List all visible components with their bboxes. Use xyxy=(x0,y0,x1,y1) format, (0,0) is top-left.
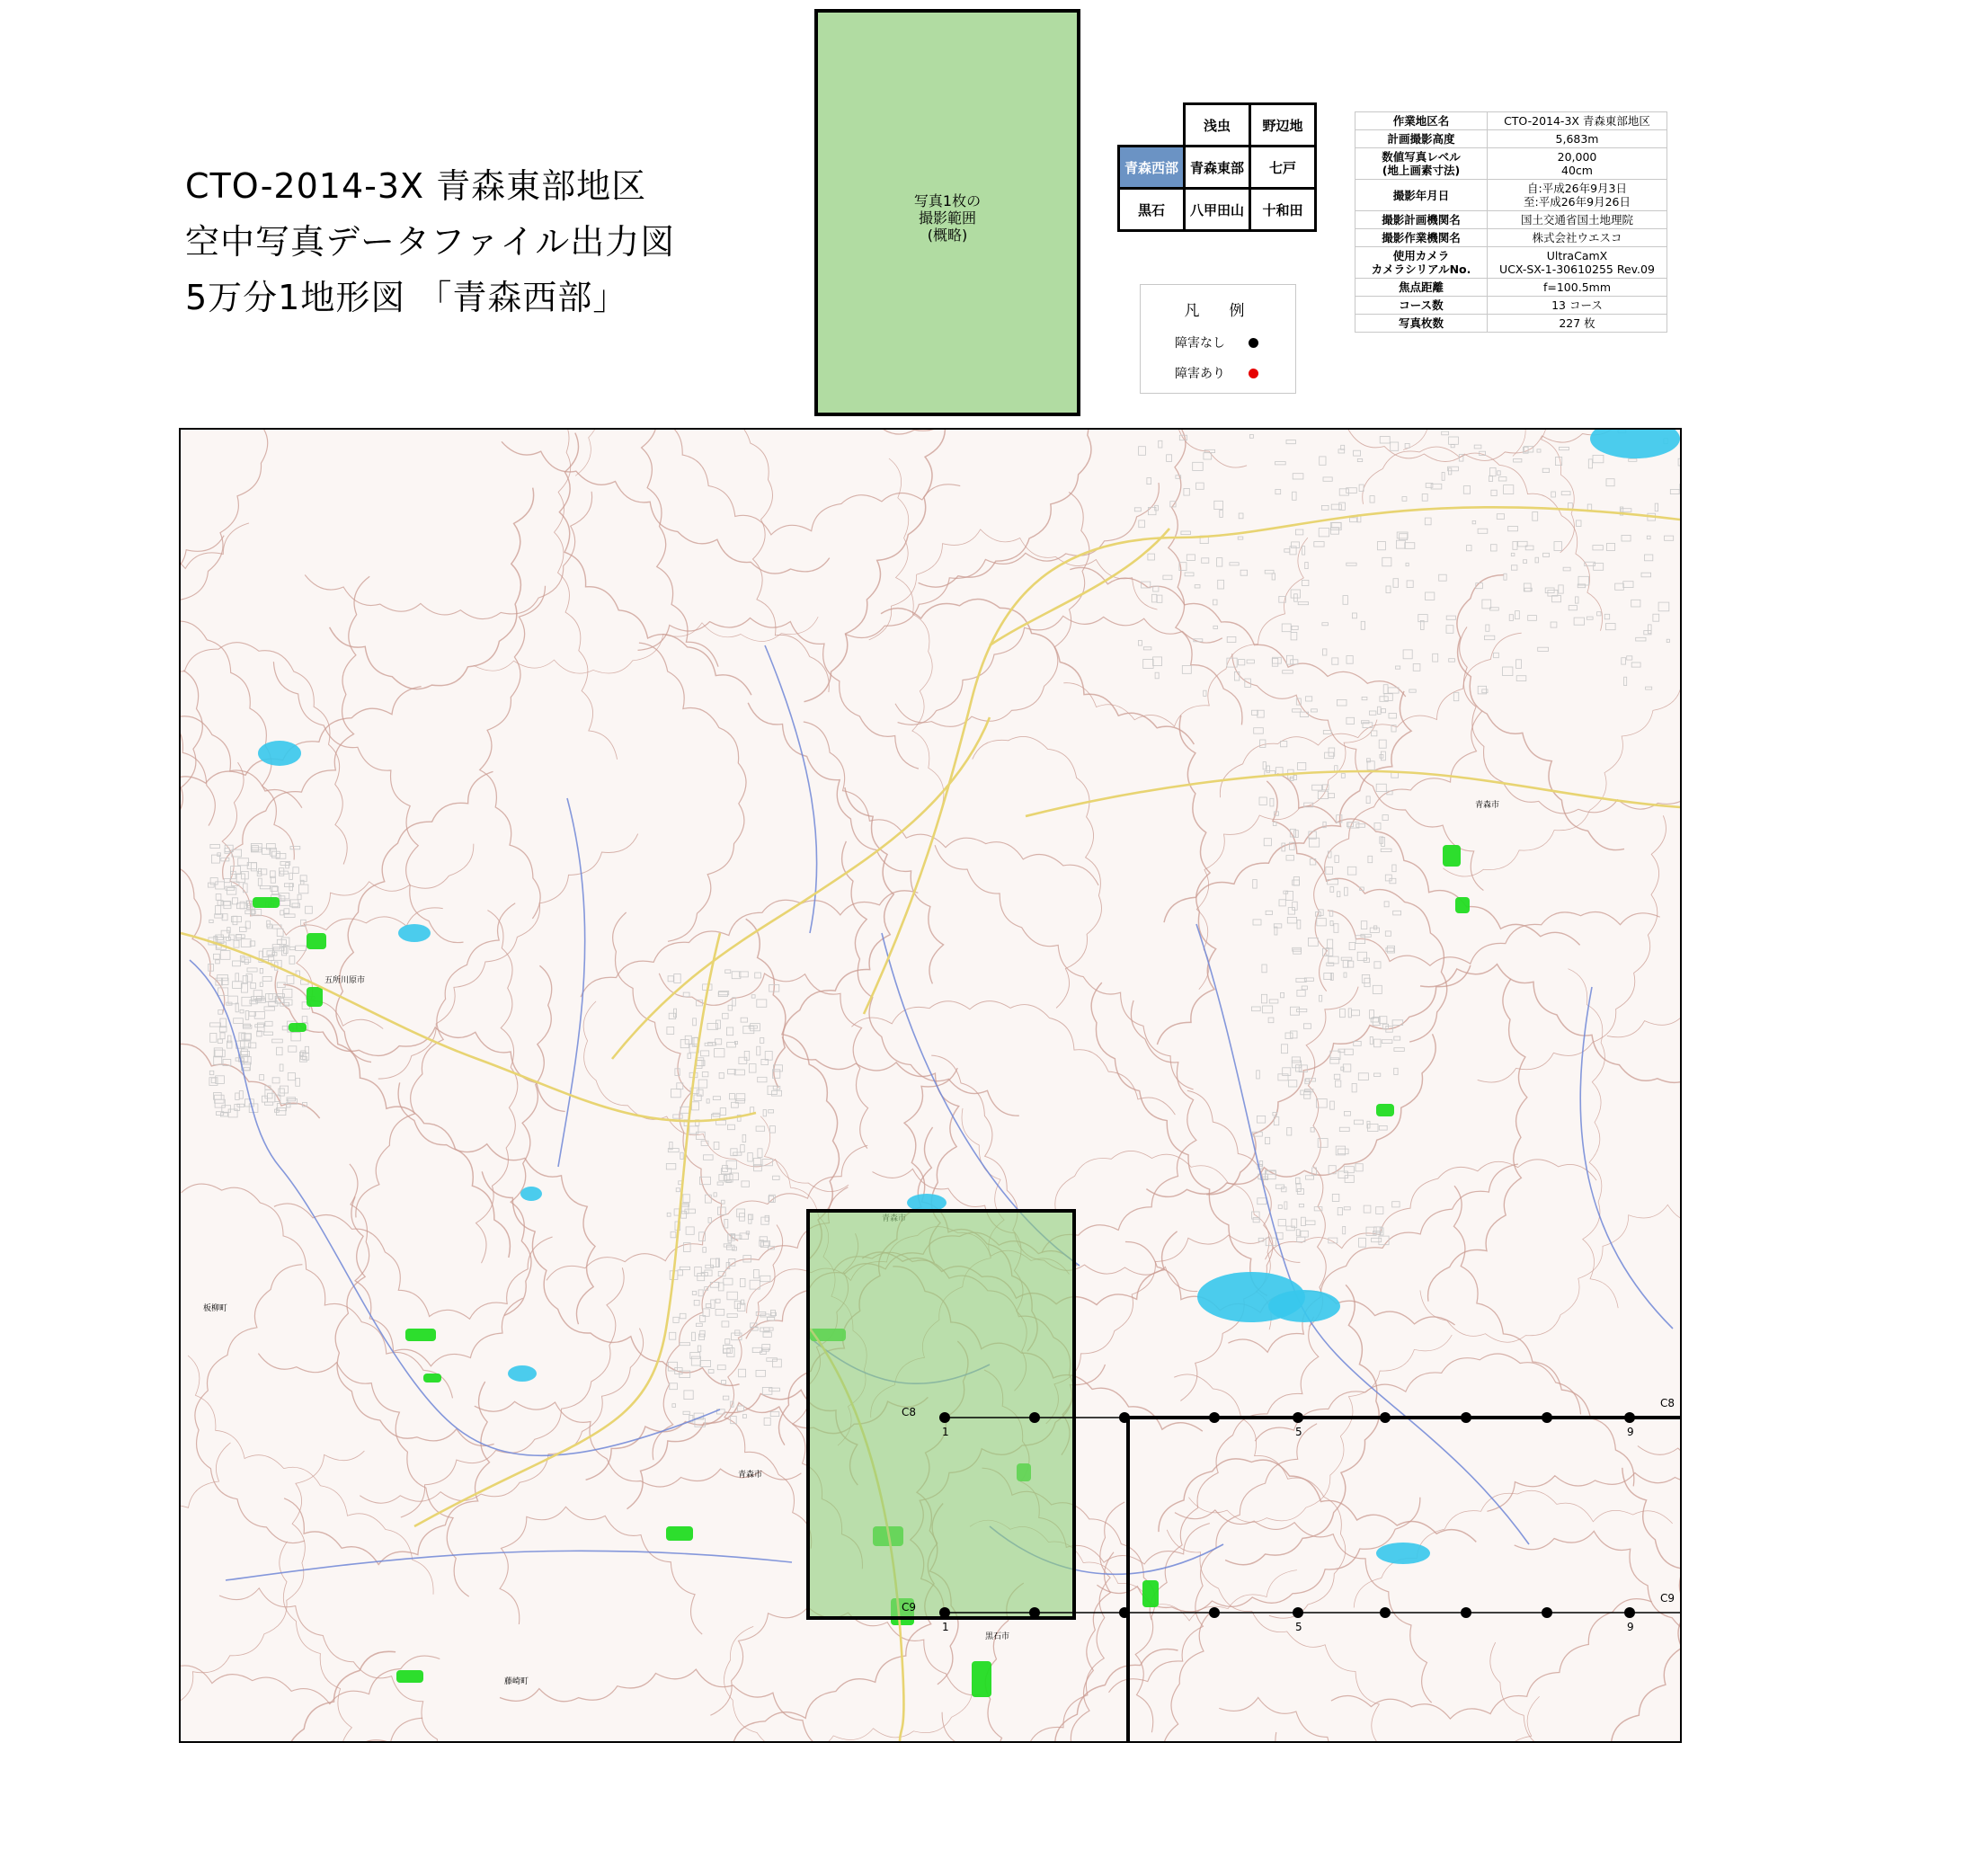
spec-row xyxy=(1355,130,1667,148)
vegetation-patch xyxy=(307,987,323,1007)
photo-center-point xyxy=(1380,1412,1391,1423)
spec-key: 焦点距離 xyxy=(1355,279,1488,297)
spec-row xyxy=(1355,279,1667,297)
title-block xyxy=(185,158,675,325)
spec-key: 計画撮影高度 xyxy=(1355,130,1488,148)
index-cell-aomori-east: 青森東部 xyxy=(1185,147,1250,189)
course-end-label: C9 xyxy=(1660,1592,1675,1605)
index-cell-current-sheet: 青森西部 xyxy=(1119,147,1185,189)
vegetation-patch xyxy=(396,1670,423,1683)
vegetation-patch xyxy=(1376,1104,1394,1116)
photo-number-label: 5 xyxy=(1295,1621,1302,1633)
place-label: 青森市 xyxy=(1475,801,1500,810)
index-cell-noheji: 野辺地 xyxy=(1250,104,1316,147)
photo-center-point xyxy=(1542,1412,1552,1423)
vegetation-patch xyxy=(289,1023,307,1032)
spec-key: 撮影作業機関名 xyxy=(1355,229,1488,247)
sheet-index-map xyxy=(1117,102,1317,232)
photo-number-label: 9 xyxy=(1627,1426,1634,1438)
place-label: 青森市 xyxy=(738,1471,763,1480)
footprint-label: 写真1枚の 撮影範囲 (概略) xyxy=(913,192,982,244)
photo-center-point xyxy=(1029,1607,1040,1618)
spec-row xyxy=(1355,211,1667,229)
course-start-label: C8 xyxy=(902,1406,917,1418)
title-sheet: 5万分1地形図 「青森西部」 xyxy=(185,278,628,317)
photo-center-point xyxy=(1119,1412,1130,1423)
photo-center-point xyxy=(1461,1607,1471,1618)
spec-key: 撮影計画機関名 xyxy=(1355,211,1488,229)
spec-row xyxy=(1355,112,1667,130)
photo-center-point xyxy=(1209,1607,1220,1618)
spec-key: 写真枚数 xyxy=(1355,315,1488,333)
photo-center-point xyxy=(1380,1607,1391,1618)
photo-center-point xyxy=(1119,1607,1130,1618)
index-cell-kuroishi: 黒石 xyxy=(1119,189,1185,231)
spec-value: f=100.5mm xyxy=(1488,279,1667,297)
spec-row xyxy=(1355,180,1667,211)
index-cell-asamushi: 浅虫 xyxy=(1185,104,1250,147)
vegetation-patch xyxy=(1443,845,1461,867)
course-start-label: C9 xyxy=(902,1601,917,1614)
photo-center-point xyxy=(939,1412,950,1423)
index-cell-towada: 十和田 xyxy=(1250,189,1316,231)
map-canvas[interactable] xyxy=(181,430,1680,1741)
vegetation-patch xyxy=(253,897,280,908)
vegetation-patch xyxy=(1142,1580,1159,1607)
spec-key: 撮影年月日 xyxy=(1355,180,1488,211)
photo-center-point xyxy=(1029,1412,1040,1423)
photo-center-point xyxy=(1542,1607,1552,1618)
spec-key: 数値写真レベル (地上画素寸法) xyxy=(1355,148,1488,180)
spec-value: 株式会社ウエスコ xyxy=(1488,229,1667,247)
photo-footprint-sample xyxy=(814,9,1080,416)
legend-label: 障害あり xyxy=(1175,367,1225,381)
photo-center-point xyxy=(939,1607,950,1618)
title-project: CTO-2014-3X 青森東部地区 xyxy=(185,166,647,206)
index-cell-empty xyxy=(1119,104,1185,147)
course-end-label: C8 xyxy=(1660,1397,1675,1409)
place-label: 五所川原市 xyxy=(324,976,366,985)
place-label: 藤崎町 xyxy=(504,1677,529,1686)
topographic-map[interactable] xyxy=(179,428,1682,1743)
photo-number-label: 9 xyxy=(1627,1621,1634,1633)
lake xyxy=(1268,1290,1340,1322)
legend-title: 凡 例 xyxy=(1184,302,1252,320)
lake xyxy=(508,1365,537,1382)
spec-table xyxy=(1355,111,1667,333)
legend-item-no-obstruction xyxy=(1175,333,1225,351)
spec-row xyxy=(1355,315,1667,333)
black-dot-icon xyxy=(1249,338,1258,348)
spec-value: UltraCamX UCX-SX-1-30610255 Rev.09 xyxy=(1488,247,1667,279)
legend xyxy=(1140,284,1296,394)
spec-row xyxy=(1355,247,1667,279)
place-label: 板柳町 xyxy=(203,1304,228,1313)
vegetation-patch xyxy=(666,1526,693,1541)
spec-value: 自:平成26年9月3日 至:平成26年9月26日 xyxy=(1488,180,1667,211)
red-dot-icon xyxy=(1249,369,1258,378)
lake xyxy=(258,741,301,766)
index-cell-shichinohe: 七戸 xyxy=(1250,147,1316,189)
photo-center-point xyxy=(1624,1412,1635,1423)
lake xyxy=(520,1187,542,1201)
photo-center-point xyxy=(1209,1412,1220,1423)
spec-value: 5,683m xyxy=(1488,130,1667,148)
index-cell-hakkoda: 八甲田山 xyxy=(1185,189,1250,231)
vegetation-patch xyxy=(1455,897,1470,913)
legend-item-obstruction xyxy=(1175,364,1225,382)
spec-value: 国土交通省国土地理院 xyxy=(1488,211,1667,229)
vegetation-patch xyxy=(972,1661,991,1697)
photo-number-label: 1 xyxy=(942,1621,949,1633)
photo-center-point xyxy=(1293,1412,1303,1423)
spec-value: 227 枚 xyxy=(1488,315,1667,333)
spec-value: 20,000 40cm xyxy=(1488,148,1667,180)
vegetation-patch xyxy=(307,933,326,949)
legend-label: 障害なし xyxy=(1175,336,1225,351)
spec-value: CTO-2014-3X 青森東部地区 xyxy=(1488,112,1667,130)
spec-row xyxy=(1355,297,1667,315)
spec-row xyxy=(1355,229,1667,247)
spec-key: コース数 xyxy=(1355,297,1488,315)
spec-key: 作業地区名 xyxy=(1355,112,1488,130)
spec-row xyxy=(1355,148,1667,180)
photo-number-label: 1 xyxy=(942,1426,949,1438)
title-document: 空中写真データファイル出力図 xyxy=(185,222,676,262)
lake xyxy=(1376,1543,1430,1564)
place-label: 黒石市 xyxy=(985,1632,1010,1641)
spec-key: 使用カメラ カメラシリアルNo. xyxy=(1355,247,1488,279)
photo-number-label: 5 xyxy=(1295,1426,1302,1438)
photo-center-point xyxy=(1461,1412,1471,1423)
spec-value: 13 コース xyxy=(1488,297,1667,315)
photo-center-point xyxy=(1624,1607,1635,1618)
vegetation-patch xyxy=(405,1329,436,1341)
vegetation-patch xyxy=(423,1374,441,1383)
photo-center-point xyxy=(1293,1607,1303,1618)
lake xyxy=(398,924,431,942)
